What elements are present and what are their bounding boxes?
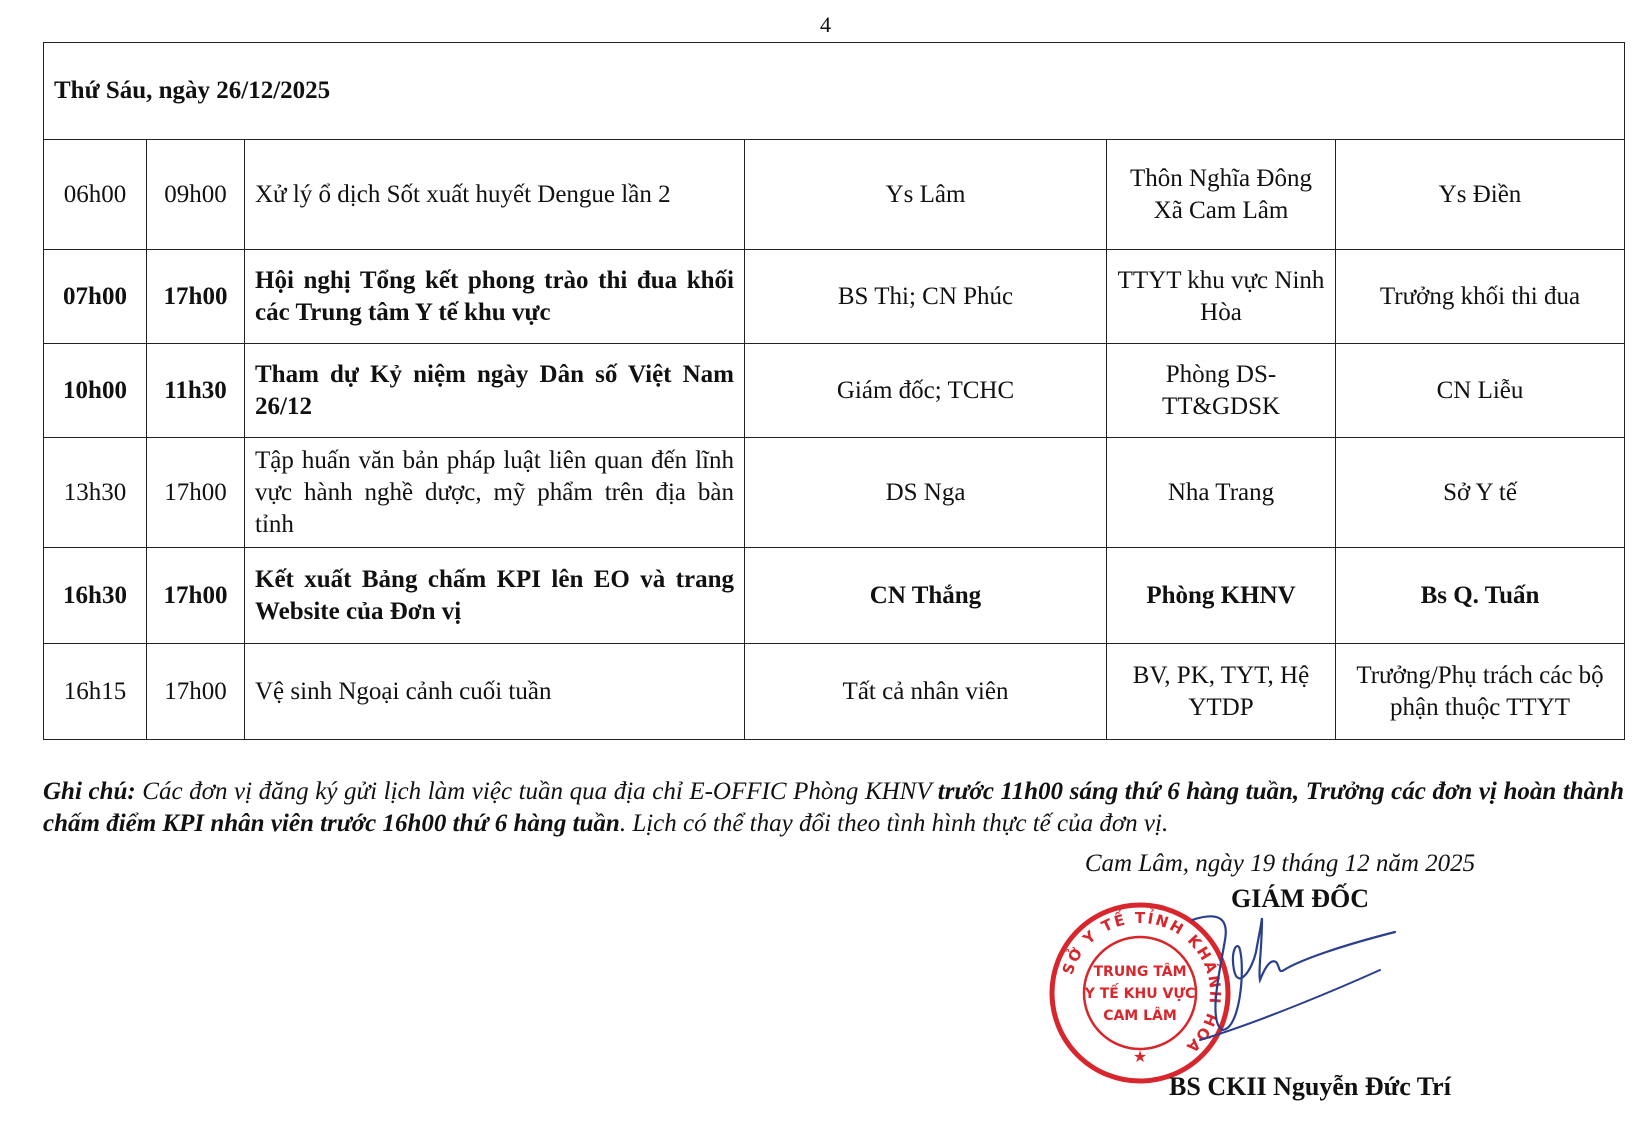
start-time: 10h00 <box>44 344 147 438</box>
host: Ys Điền <box>1336 140 1625 250</box>
stamp-line-1: TRUNG TÂM <box>1093 964 1187 980</box>
table-row <box>44 438 1625 548</box>
host: CN Liễu <box>1336 344 1625 438</box>
day-header: Thứ Sáu, ngày 26/12/2025 <box>44 43 1625 140</box>
host: Trưởng/Phụ trách các bộ phận thuộc TTYT <box>1336 644 1625 740</box>
start-time: 16h15 <box>44 644 147 740</box>
location: BV, PK, TYT, Hệ YTDP <box>1107 644 1336 740</box>
note-text-1: Các đơn vị đăng ký gửi lịch làm việc tuần qua địa chỉ E-OFFIC Phòng KHNV <box>135 778 938 805</box>
end-time: 17h00 <box>147 438 245 548</box>
signer-name: BS CKII Nguyễn Đức Trí <box>1169 1072 1451 1101</box>
table-row <box>44 548 1625 644</box>
host: Trưởng khối thi đua <box>1336 250 1625 344</box>
sign-title: GIÁM ĐỐC <box>1231 884 1369 913</box>
participants: Giám đốc; TCHC <box>745 344 1107 438</box>
day-header-row <box>44 43 1625 140</box>
table-row <box>44 344 1625 438</box>
end-time: 17h00 <box>147 250 245 344</box>
end-time: 11h30 <box>147 344 245 438</box>
table-row <box>44 250 1625 344</box>
start-time: 13h30 <box>44 438 147 548</box>
participants: Ys Lâm <box>745 140 1107 250</box>
content: Tập huấn văn bản pháp luật liên quan đến lĩnh vực hành nghề dược, mỹ phẩm trên địa bàn tỉnh <box>245 438 745 548</box>
schedule-table <box>43 42 1625 740</box>
location: Phòng DS-TT&GDSK <box>1107 344 1336 438</box>
start-time: 16h30 <box>44 548 147 644</box>
note-deadline: trước 11h00 sáng thứ 6 hàng tuần, Trưởng các đơn vị hoàn thành chấm điểm KPI nhân viên trước 16h00 thứ 6 hàng tuần <box>43 778 1624 837</box>
location: Phòng KHNV <box>1107 548 1336 644</box>
stamp-line-3: CAM LÂM <box>1103 1008 1177 1024</box>
start-time: 06h00 <box>44 140 147 250</box>
end-time: 09h00 <box>147 140 245 250</box>
participants: Tất cả nhân viên <box>745 644 1107 740</box>
content: Hội nghị Tổng kết phong trào thi đua khối các Trung tâm Y tế khu vực <box>245 250 745 344</box>
note-text-2: . Lịch có thể thay đổi theo tình hình thực tế của đơn vị. <box>619 810 1169 837</box>
stamp-line-2: Y TẾ KHU VỰC <box>1084 986 1196 1002</box>
end-time: 17h00 <box>147 548 245 644</box>
host: Sở Y tế <box>1336 438 1625 548</box>
location: Thôn Nghĩa Đông Xã Cam Lâm <box>1107 140 1336 250</box>
signature-scrawl <box>1190 910 1440 1050</box>
table-row <box>44 140 1625 250</box>
content: Vệ sinh Ngoại cảnh cuối tuần <box>245 644 745 740</box>
note <box>43 776 1624 840</box>
content: Tham dự Kỷ niệm ngày Dân số Việt Nam 26/12 <box>245 344 745 438</box>
stamp-ring-text: SỞ Y TẾ TỈNH KHÁNH HÒA <box>1058 908 1225 1058</box>
start-time: 07h00 <box>44 250 147 344</box>
host: Bs Q. Tuấn <box>1336 548 1625 644</box>
location: TTYT khu vực Ninh Hòa <box>1107 250 1336 344</box>
note-label: Ghi chú: <box>43 778 136 805</box>
participants: BS Thi; CN Phúc <box>745 250 1107 344</box>
content: Kết xuất Bảng chấm KPI lên EO và trang Website của Đơn vị <box>245 548 745 644</box>
end-time: 17h00 <box>147 644 245 740</box>
participants: CN Thắng <box>745 548 1107 644</box>
participants: DS Nga <box>745 438 1107 548</box>
location: Nha Trang <box>1107 438 1336 548</box>
signature-icon <box>1190 910 1440 1050</box>
stamp-star-icon: ★ <box>1132 1049 1148 1066</box>
table-row <box>44 644 1625 740</box>
page-number: 4 <box>820 12 831 37</box>
sign-date: Cam Lâm, ngày 19 tháng 12 năm 2025 <box>1084 850 1476 877</box>
content: Xử lý ổ dịch Sốt xuất huyết Dengue lần 2 <box>245 140 745 250</box>
